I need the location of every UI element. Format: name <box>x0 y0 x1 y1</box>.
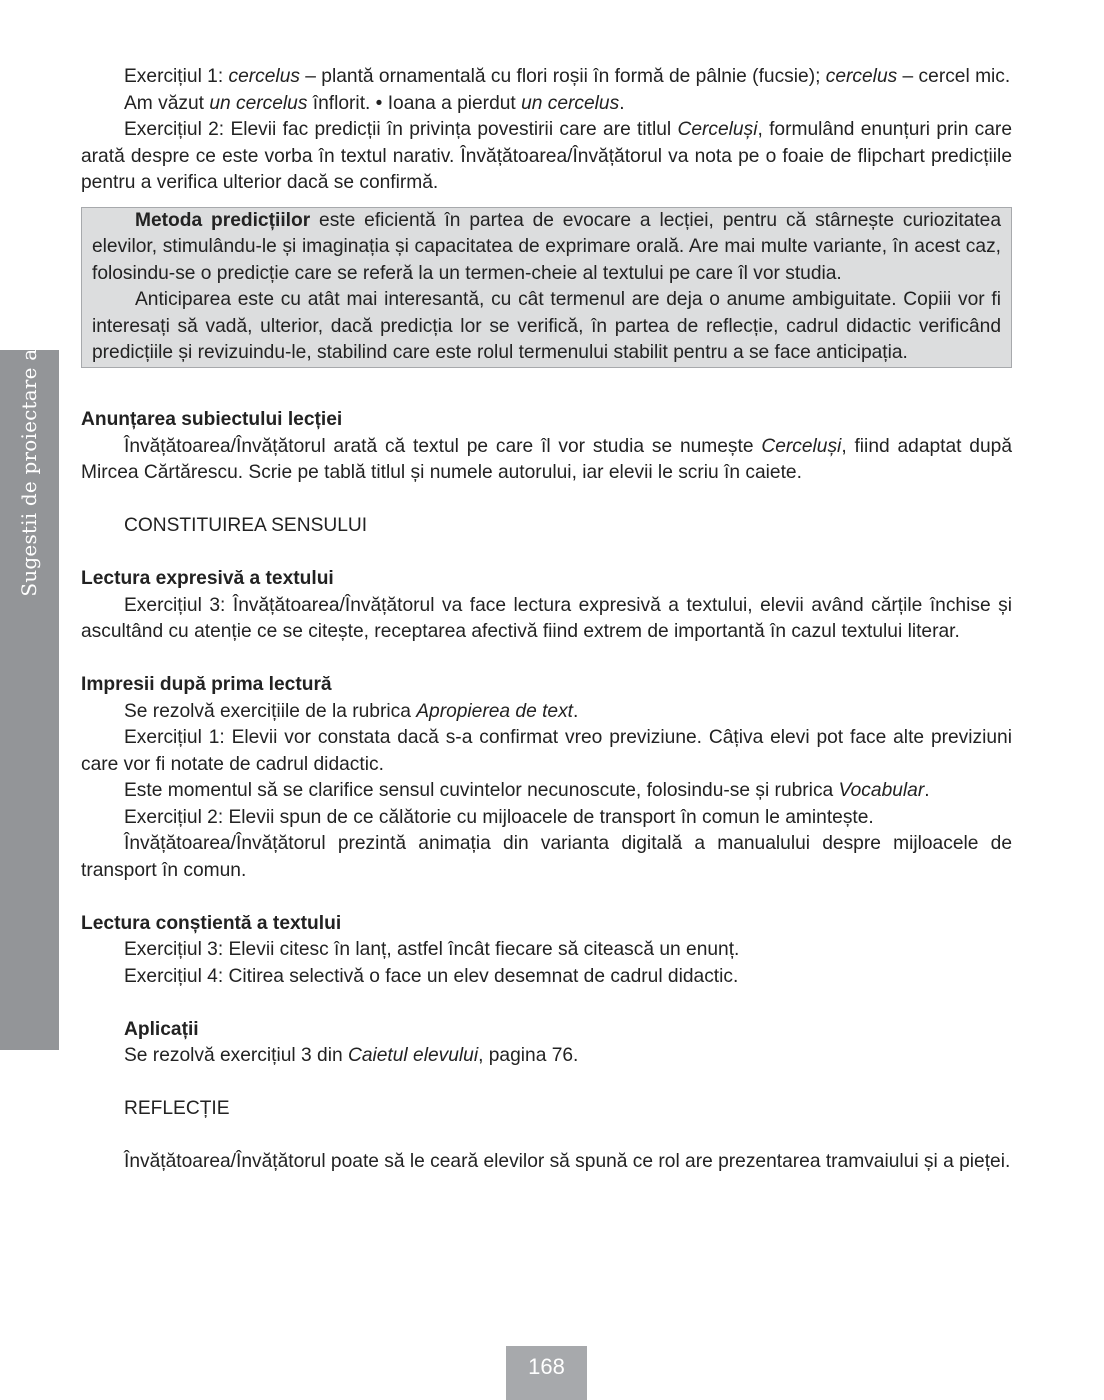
chapter-side-tab-label: Sugestii de proiectare a fiecărei ore de predare <box>17 103 41 597</box>
applications-paragraph: Se rezolvă exercițiul 3 din Caietul elevului, pagina 76. <box>124 1045 579 1066</box>
section-title-constituirea: CONSTITUIREA SENSULUI <box>124 515 368 536</box>
method-info-box <box>81 207 1012 368</box>
section-title-reflectie: REFLECȚIE <box>124 1098 230 1119</box>
exercise-1-definition: Exercițiul 1: cercelus – plantă ornamentală cu flori roșii în formă de pâlnie (fucsie); cercelus – cercel mic. <box>124 66 1011 87</box>
reflection-paragraph: Învățătoarea/Învățătorul poate să le ceară elevilor să spună ce rol are prezentarea tramvaiului și a pieței. <box>124 1151 1011 1172</box>
conscious-reading-paragraph-1: Exercițiul 3: Elevii citesc în lanț, astfel încât fiecare să citească un enunț. <box>124 939 740 960</box>
heading-announce: Anunțarea subiectului lecției <box>81 409 343 430</box>
heading-impressions: Impresii după prima lectură <box>81 674 332 695</box>
term-cercelus: cercelus <box>825 66 898 87</box>
impressions-paragraph-5: Învățătoarea/Învățătorul prezintă animația din varianta digitală a manualului despre mijloacele de transport în comun. <box>81 833 1012 881</box>
heading-expressive-reading: Lectura expresivă a textului <box>81 568 334 589</box>
story-title: Cerceluși <box>677 119 758 140</box>
heading-applications: Aplicații <box>124 1018 199 1040</box>
term-cercelus: cercelus <box>228 66 300 87</box>
info-box-paragraph-2: Anticiparea este cu atât mai interesantă, cu cât termenul are deja o anume ambiguitate. Copiii vor fi interesați să vadă, ulterior, dacă predicția lor se verifică, în partea de reflecție, cadrul didactic verificând predicțiile și revizuindu-le, stabilind care este rolul termenului stabilit pentru a se face anticipația. <box>92 289 1001 363</box>
impressions-paragraph-1: Se rezolvă exercițiile de la rubrica Apropierea de text. <box>124 700 579 722</box>
exercise-1-examples: Am văzut un cercelus înflorit. • Ioana a pierdut un cercelus. <box>124 92 625 114</box>
expressive-reading-paragraph: Exercițiul 3: Învățătoarea/Învățătorul va face lectura expresivă a textului, elevii având cărțile închise și ascultând cu atenție ce se citește, receptarea afectivă fiind extrem de importantă în cazul textului literar. <box>81 594 1012 642</box>
impressions-paragraph-4: Exercițiul 2: Elevii spun de ce călătorie cu mijloacele de transport în comun le amintește. <box>124 806 874 828</box>
heading-conscious-reading: Lectura conștientă a textului <box>81 912 342 934</box>
info-box-paragraph-1: Metoda predicțiilor este eficientă în partea de evocare a lecției, pentru că stârnește curiozitatea elevilor, stimulându-le și imaginația și capacitatea de exprimare orală. Are mai multe variante, în acest caz, folosindu-se o predicție care se referă la un termen-cheie al textului pe care îl vor studia. <box>92 209 1001 284</box>
page-content <box>81 64 1012 1176</box>
conscious-reading-paragraph-2: Exercițiul 4: Citirea selectivă o face un elev desemnat de cadrul didactic. <box>124 965 739 987</box>
exercise-2-paragraph: Exercițiul 2: Elevii fac predicții în privința povestirii care are titlul Cerceluși, formulând enunțuri prin care arată despre ce este vorba în textul narativ. Învățătoarea/Învățătorul va nota pe o foaie de flipchart predicțiile pentru a verifica ulterior dacă se confirmă. <box>81 119 1012 193</box>
announce-paragraph: Învățătoarea/Învățătorul arată că textul pe care îl vor studia se numește Cerceluși, fiind adaptat după Mircea Cărtărescu. Scrie pe tablă titlul și numele autorului, iar elevii le scriu în caiete. <box>81 435 1012 483</box>
method-name: Metoda predicțiilor <box>135 209 311 231</box>
page-number: 168 <box>506 1346 587 1400</box>
impressions-paragraph-2: Exercițiul 1: Elevii vor constata dacă s-a confirmat vreo previziune. Câțiva elevi pot face alte previziuni care vor fi notate de cadrul didactic. <box>81 727 1012 775</box>
impressions-paragraph-3: Este momentul să se clarifice sensul cuvintelor necunoscute, folosindu-se și rubrica Vocabular. <box>124 780 930 801</box>
